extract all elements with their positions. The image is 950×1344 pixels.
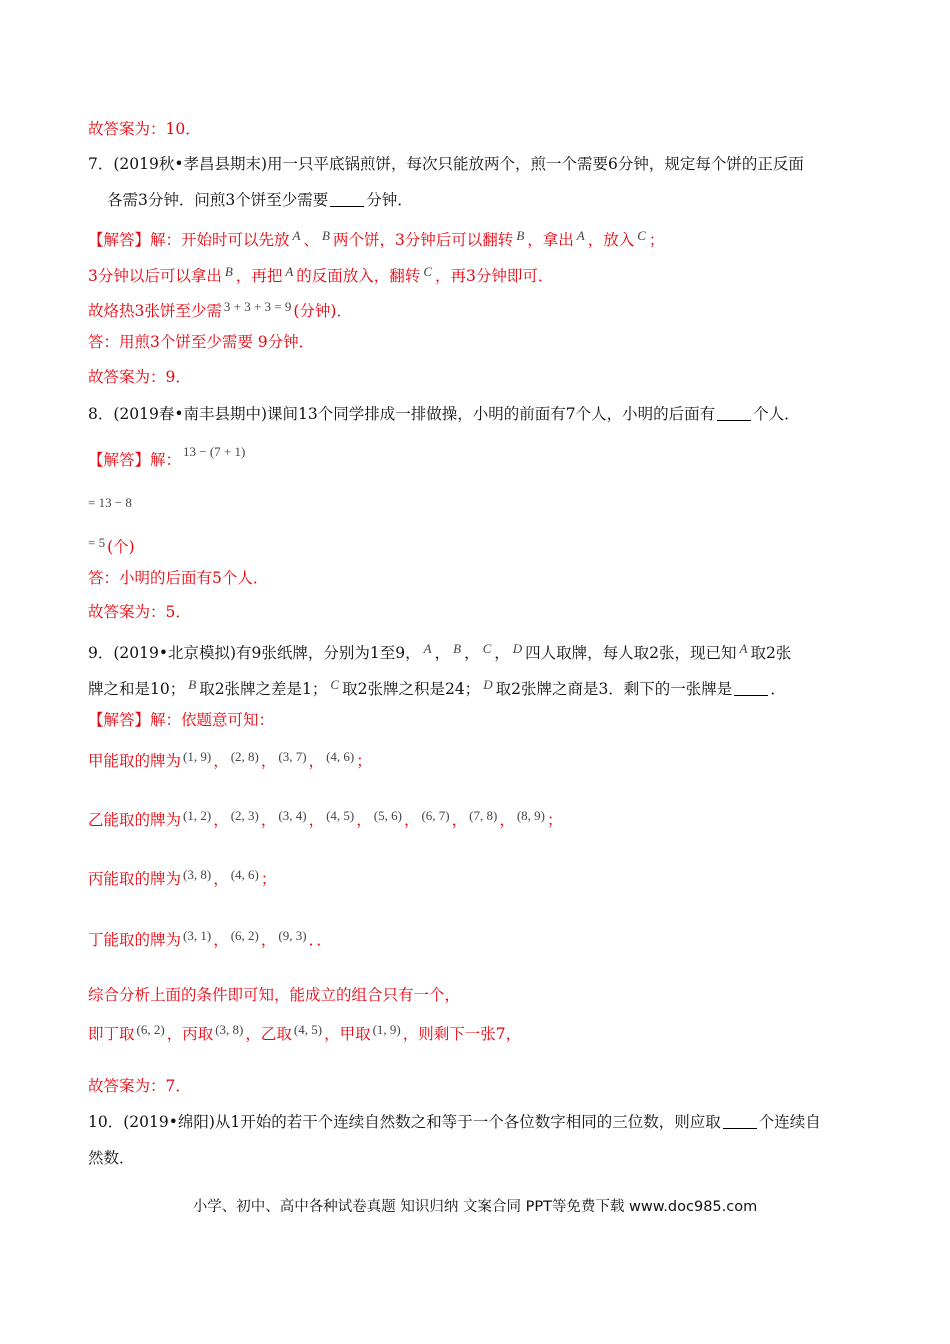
solution-8-line2: = 13 − 8 <box>88 495 132 510</box>
answer-blank <box>717 406 751 421</box>
solution-7-line3: 故烙热3张饼至少需 $^{3 + 3 + 3 = 9}$ (分钟)． <box>88 299 352 320</box>
answer-blank <box>734 681 768 696</box>
solution-7-line4: 答：用煎3个饼至少需要 9分钟． <box>88 333 315 351</box>
solution-9-jia: 甲能取的牌为 $^{(1, 9)}$ ， $^{(2, 8)}$ ， $^{(3, 7)}$ ， $^{(4, 6)}$ ； <box>88 749 372 770</box>
solution-8-line4: 答：小明的后面有5个人． <box>88 569 269 587</box>
page-footer: 小学、初中、高中各种试卷真题 知识归纳 文案合同 PPT等免费下载 www.doc985.com <box>192 1199 758 1215</box>
question-9-cont: 牌之和是10； $^B$ 取2张牌之差是1； $^C$ 取2张牌之积是24； $^D$ 取2张牌之商是3．剩下的一张牌是 ． <box>88 677 786 698</box>
question-8: 8．(2019春•南丰县期中)课间13个同学排成一排做操，小明的前面有7个人，小明的后面有 个人． <box>88 405 800 423</box>
solution-9-answer: 故答案为：7． <box>88 1077 191 1095</box>
question-9: 9．(2019•北京模拟)有9张纸牌，分别为1至9， $^A$ ， $^B$ ， $^C$ ， $^D$ 四人取牌，每人取2张，现已知 $^A$ 取2张 <box>88 641 792 662</box>
question-10: 10．(2019•绵阳)从1开始的若干个连续自然数之和等于一个各位数字相同的三位数，则应取 个连续自 <box>88 1113 821 1131</box>
answer-blank <box>330 192 364 207</box>
solution-9-yi: 乙能取的牌为 $^{(1, 2)}$ ， $^{(2, 3)}$ ， $^{(3, 4)}$ ， $^{(4, 5)}$ ， $^{(5, 6)}$ ， $^{(6, 7)}$ ， $^{(7, 8)}$ ， $^{(8, 9)}$ ； <box>88 808 563 829</box>
solution-8-line1: 【解答】解： $^{13 - (7 + 1)}$ <box>88 444 246 469</box>
solution-9-ding: 丁能取的牌为 $^{(3, 1)}$ ， $^{(6, 2)}$ ， $^{(9, 3)}$ ．． <box>88 928 332 949</box>
question-7: 7．(2019秋•孝昌县期末)用一只平底锅煎饼，每次只能放两个，煎一个需要6分钟，规定每个饼的正反面 <box>88 155 804 173</box>
solution-8-line3: $^{= 5}$ (个) <box>88 535 135 556</box>
answer-blank <box>723 1114 757 1129</box>
solution-9-summary: 综合分析上面的条件即可知，能成立的组合只有一个， <box>88 986 461 1004</box>
solution-7-line1: 【解答】解：开始时可以先放 $^A$ 、 $^B$ 两个饼，3分钟后可以翻转 $^B$ ，拿出 $^A$ ，放入 $^C$ ； <box>88 228 665 249</box>
solution-9-line1: 【解答】解：依题意可知： <box>88 711 275 729</box>
solution-7-answer: 故答案为：9． <box>88 368 191 386</box>
solution-9-final: 即丁取 $^{(6, 2)}$ ，丙取 $^{(3, 8)}$ ，乙取 $^{(4, 5)}$ ，甲取 $^{(1, 9)}$ ，则剩下一张7， <box>88 1022 522 1043</box>
question-10-cont: 然数． <box>88 1149 135 1167</box>
answer-line: 故答案为：10． <box>88 120 201 138</box>
question-7-cont: 各需3分钟．问煎3个饼至少需要 分钟． <box>107 191 413 209</box>
solution-9-bing: 丙能取的牌为 $^{(3, 8)}$ ， $^{(4, 6)}$ ； <box>88 867 277 888</box>
solution-7-line2: 3分钟以后可以拿出 $^B$ ，再把 $^A$ 的反面放入，翻转 $^C$ ，再3分钟即可． <box>88 264 554 285</box>
solution-8-answer: 故答案为：5． <box>88 603 191 621</box>
